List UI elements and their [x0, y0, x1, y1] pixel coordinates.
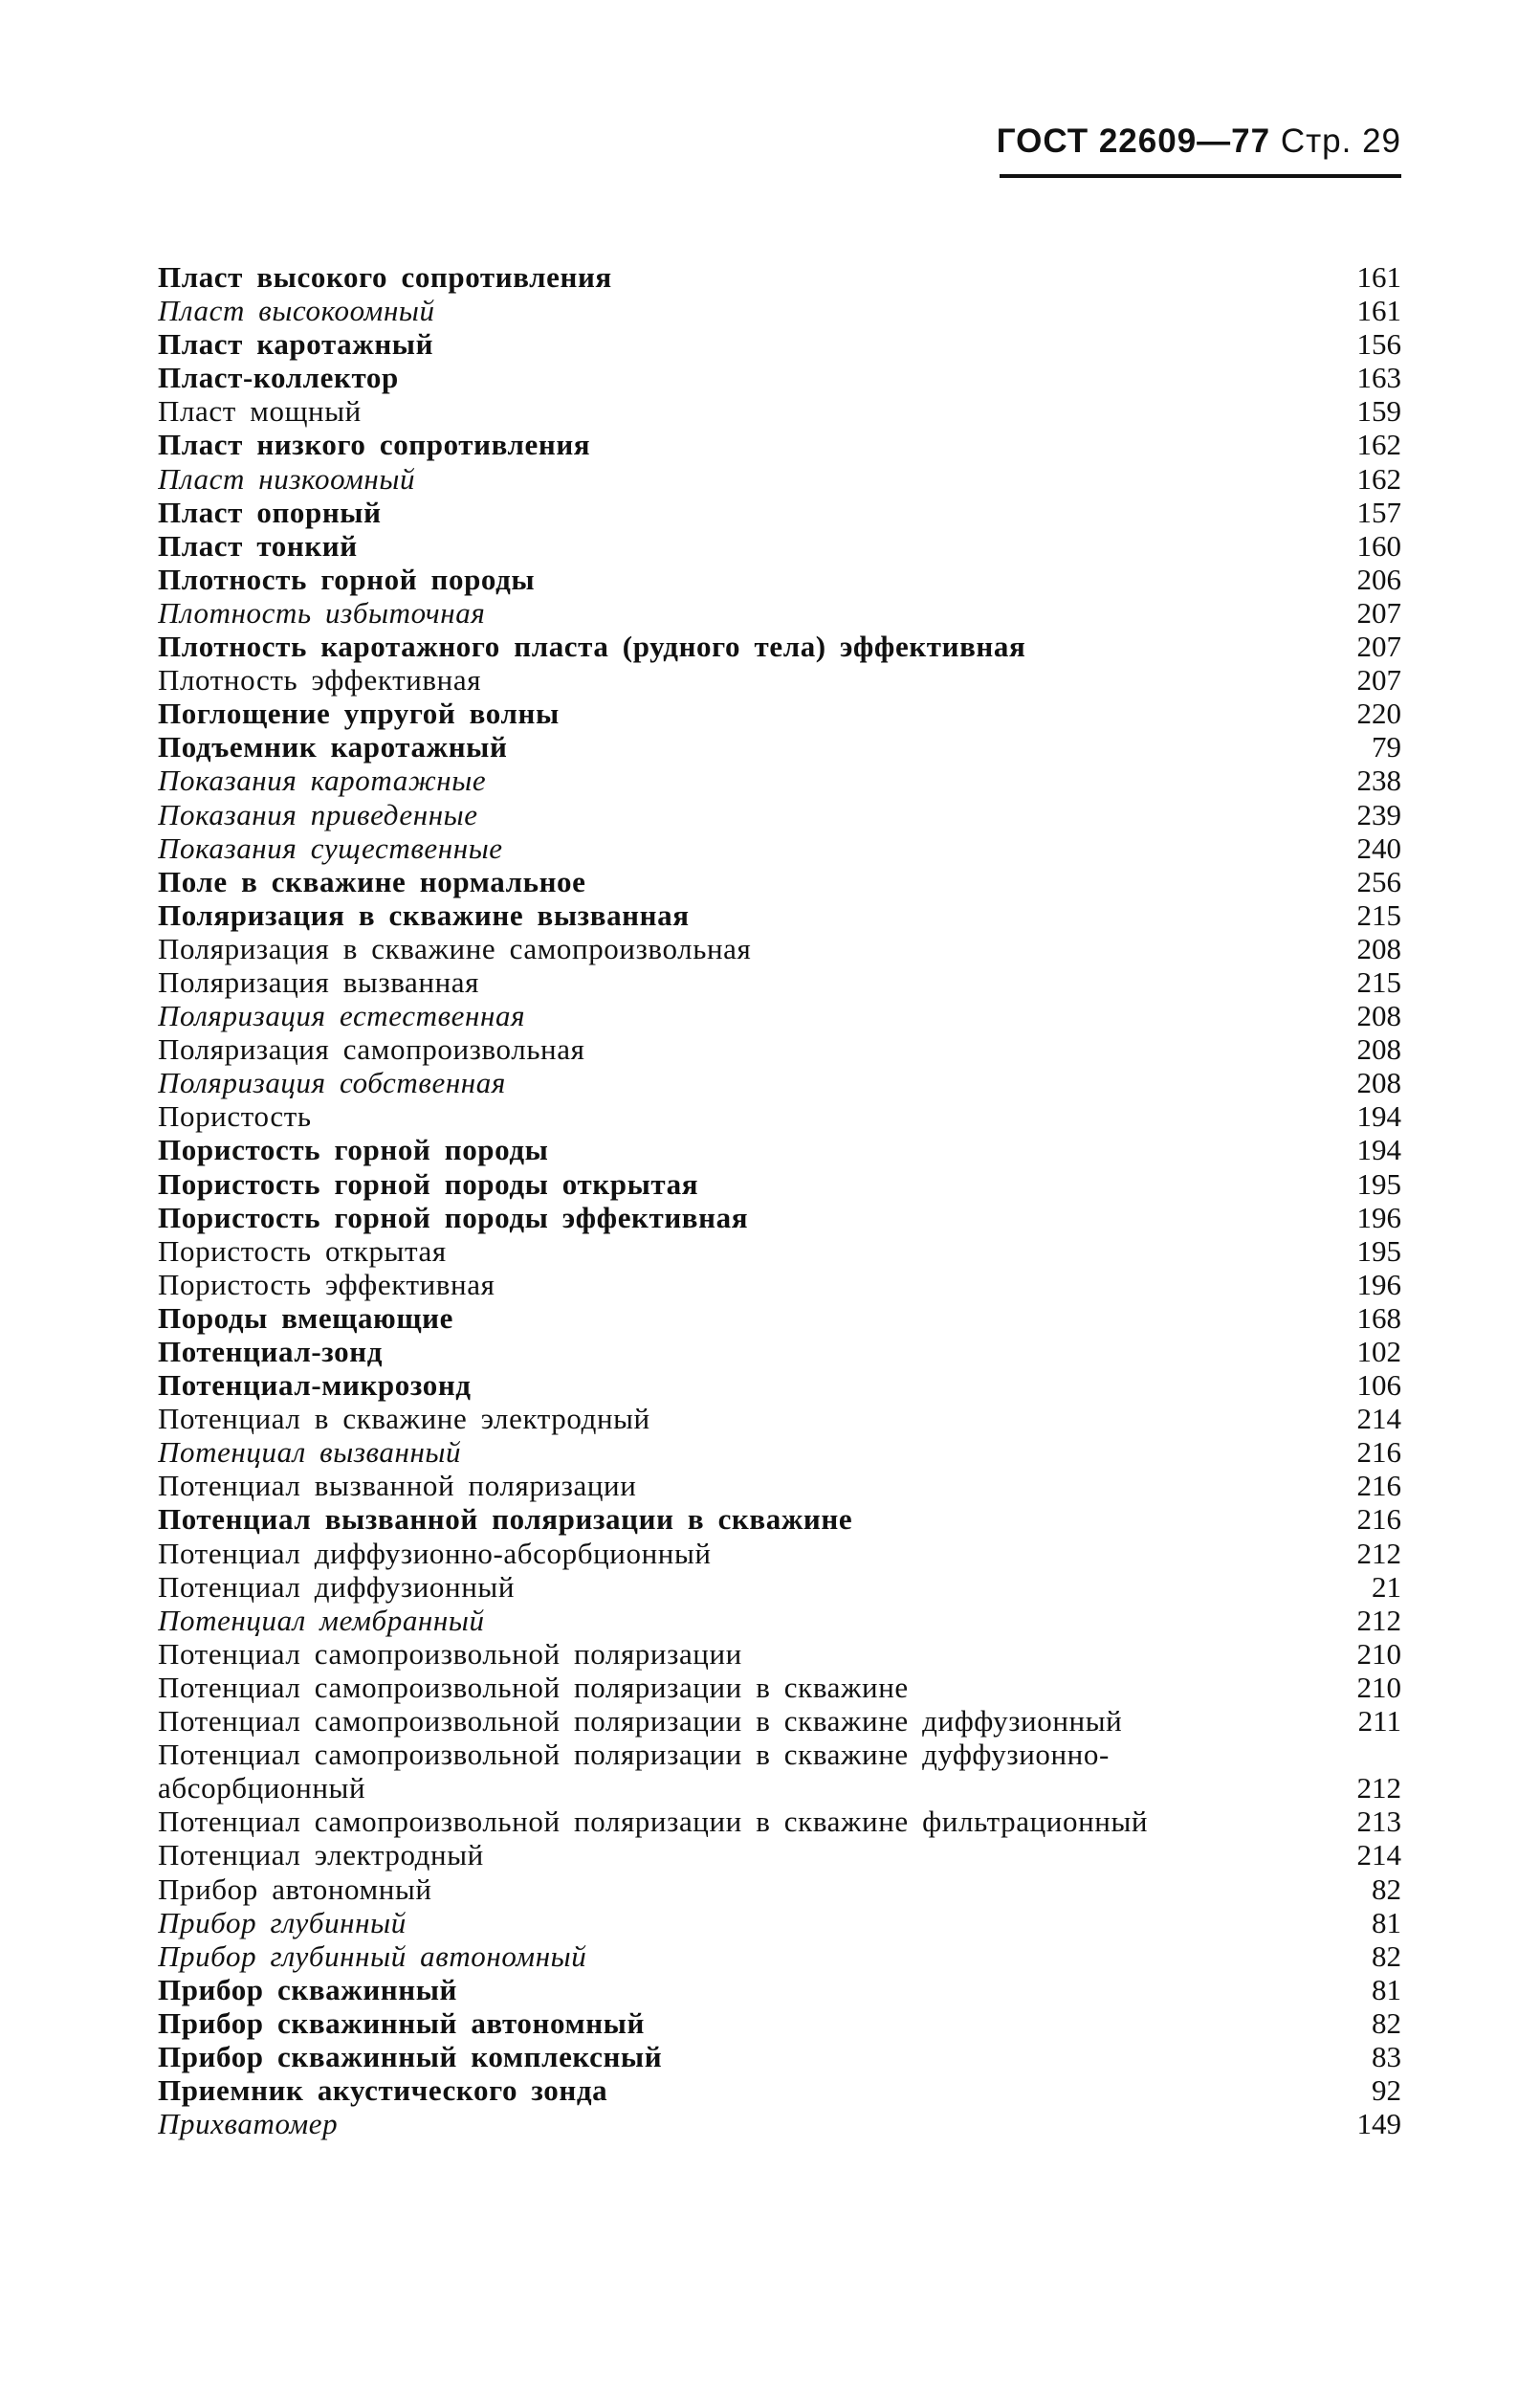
- entry-term: Потенциал самопроизвольной поляризации: [158, 1636, 742, 1671]
- entry-page-number: 82: [1372, 1872, 1401, 1906]
- index-entry: [158, 1032, 1401, 1066]
- index-entry: [158, 496, 1401, 529]
- entry-term: Показания каротажные: [158, 764, 487, 798]
- entry-term: Потенциал диффузионно-абсорбционный: [158, 1536, 712, 1570]
- entry-page-number: 208: [1356, 1066, 1401, 1100]
- index-entry: [158, 1234, 1401, 1268]
- entry-term: Пористость: [158, 1099, 312, 1134]
- index-entry: [158, 1268, 1401, 1301]
- index-entry: [158, 462, 1401, 496]
- index-entry: [158, 1167, 1401, 1201]
- entry-page-number: 214: [1356, 1402, 1401, 1436]
- entry-page-number: 207: [1356, 595, 1401, 630]
- entry-term: Пласт каротажный: [158, 327, 434, 362]
- index-entry: [158, 1133, 1401, 1166]
- entry-term: Пласт высокоомный: [158, 294, 435, 328]
- entry-term: Пласт мощный: [158, 394, 362, 429]
- entry-page-number: 163: [1356, 361, 1401, 395]
- entry-term: Пласт-коллектор: [158, 361, 399, 395]
- entry-page-number: 208: [1356, 999, 1401, 1033]
- entry-term: Поляризация естественная: [158, 999, 526, 1033]
- entry-term: Подъемник каротажный: [158, 730, 508, 764]
- entry-page-number: 194: [1356, 1133, 1401, 1167]
- entry-page-number: 206: [1356, 562, 1401, 596]
- index-entry: [158, 1099, 1401, 1133]
- entry-term: Потенциал вызванной поляризации в скважине: [158, 1502, 853, 1537]
- entry-page-number: 207: [1356, 663, 1401, 698]
- entry-page-number: 195: [1356, 1233, 1401, 1268]
- entry-term: Пористость эффективная: [158, 1267, 495, 1301]
- entry-page-number: 210: [1356, 1670, 1401, 1704]
- entry-page-number: 211: [1357, 1704, 1401, 1739]
- term-index-list: [158, 260, 1401, 2140]
- index-entry: [158, 1738, 1401, 1771]
- entry-term: Прибор скважинный: [158, 1972, 457, 2006]
- entry-term: Прихватомер: [158, 2107, 339, 2141]
- entry-page-number: 159: [1356, 394, 1401, 429]
- entry-term: Потенциал мембранный: [158, 1603, 485, 1637]
- entry-term: Плотность каротажного пласта (рудного тела) эффективная: [158, 630, 1026, 664]
- entry-page-number: 161: [1356, 294, 1401, 328]
- index-entry: [158, 697, 1401, 730]
- entry-page-number: 212: [1356, 1603, 1401, 1637]
- entry-page-number: 160: [1356, 528, 1401, 563]
- entry-page-number: 256: [1356, 864, 1401, 898]
- entry-page-number: 212: [1356, 1536, 1401, 1570]
- entry-page-number: 161: [1356, 260, 1401, 294]
- entry-term: Пласт высокого сопротивления: [158, 260, 612, 294]
- standard-number: ГОСТ 22609—77: [996, 122, 1271, 160]
- index-entry: [158, 2073, 1401, 2107]
- entry-term: Прибор скважинный автономный: [158, 2005, 645, 2040]
- index-entry: [158, 999, 1401, 1032]
- index-entry: [158, 1973, 1401, 2006]
- entry-page-number: 213: [1356, 1805, 1401, 1839]
- entry-page-number: 215: [1356, 897, 1401, 932]
- entry-term: Поляризация собственная: [158, 1066, 506, 1100]
- entry-term: Плотность избыточная: [158, 595, 486, 630]
- index-entry: [158, 798, 1401, 831]
- index-entry: [158, 1435, 1401, 1469]
- index-entry: [158, 1469, 1401, 1502]
- entry-term: Показания существенные: [158, 831, 503, 865]
- index-entry: [158, 2006, 1401, 2040]
- index-entry: [158, 1906, 1401, 1939]
- entry-page-number: 195: [1356, 1166, 1401, 1201]
- entry-page-number: 215: [1356, 964, 1401, 999]
- entry-page-number: 81: [1372, 1905, 1401, 1939]
- index-entry: [158, 1704, 1401, 1738]
- index-entry: [158, 1201, 1401, 1234]
- entry-term: Потенциал вызванный: [158, 1435, 462, 1470]
- entry-page-number: 79: [1372, 730, 1401, 764]
- index-entry: [158, 663, 1401, 697]
- entry-term: Плотность эффективная: [158, 663, 482, 698]
- index-entry: [158, 1604, 1401, 1637]
- index-entry: [158, 1771, 1401, 1805]
- entry-page-number: 214: [1356, 1838, 1401, 1872]
- entry-term: Показания приведенные: [158, 797, 478, 831]
- index-entry: [158, 361, 1401, 394]
- entry-page-number: 216: [1356, 1502, 1401, 1537]
- entry-page-number: 162: [1356, 428, 1401, 462]
- entry-page-number: 216: [1356, 1469, 1401, 1503]
- entry-page-number: 212: [1356, 1771, 1401, 1805]
- entry-term: Поляризация самопроизвольная: [158, 1032, 585, 1067]
- entry-page-number: 240: [1356, 831, 1401, 865]
- index-entry: [158, 764, 1401, 797]
- entry-term: Пористость горной породы открытая: [158, 1166, 699, 1201]
- index-entry: [158, 1838, 1401, 1872]
- entry-term: Поляризация в скважине вызванная: [158, 897, 690, 932]
- entry-term: Потенциал диффузионный: [158, 1569, 516, 1604]
- entry-page-number: 196: [1356, 1200, 1401, 1234]
- entry-page-number: 157: [1356, 495, 1401, 529]
- entry-term: Потенциал самопроизвольной поляризации в скважине фильтрационный: [158, 1805, 1149, 1839]
- entry-term: Потенциал самопроизвольной поляризации в скважине дуффузионно-: [158, 1738, 1110, 1772]
- index-entry: [158, 1805, 1401, 1838]
- page-header: [997, 122, 1401, 178]
- entry-term: Прибор скважинный комплексный: [158, 2039, 663, 2073]
- entry-term: Потенциал в скважине электродный: [158, 1402, 650, 1436]
- page-label: Стр. 29: [1280, 122, 1401, 160]
- entry-term: Пласт опорный: [158, 495, 382, 529]
- entry-page-number: 168: [1356, 1300, 1401, 1335]
- index-entry: [158, 294, 1401, 327]
- entry-term: Потенциал самопроизвольной поляризации в скважине диффузионный: [158, 1704, 1123, 1739]
- entry-term: Пористость горной породы эффективная: [158, 1200, 749, 1234]
- index-entry: [158, 2107, 1401, 2140]
- entry-page-number: 216: [1356, 1435, 1401, 1470]
- index-entry: [158, 1537, 1401, 1570]
- entry-term: Пористость горной породы: [158, 1133, 549, 1167]
- entry-page-number: 239: [1356, 797, 1401, 831]
- index-entry: [158, 831, 1401, 865]
- entry-page-number: 210: [1356, 1636, 1401, 1671]
- entry-term: абсорбционный: [158, 1771, 366, 1805]
- entry-page-number: 81: [1372, 1972, 1401, 2006]
- index-entry: [158, 1939, 1401, 1973]
- entry-page-number: 162: [1356, 461, 1401, 496]
- index-entry: [158, 428, 1401, 461]
- entry-page-number: 238: [1356, 764, 1401, 798]
- entry-page-number: 82: [1372, 1938, 1401, 1973]
- entry-term: Потенциал электродный: [158, 1838, 484, 1872]
- entry-page-number: 156: [1356, 327, 1401, 362]
- entry-term: Приемник акустического зонда: [158, 2073, 608, 2108]
- entry-term: Поляризация в скважине самопроизвольная: [158, 931, 752, 965]
- entry-term: Пласт тонкий: [158, 528, 358, 563]
- entry-term: Потенциал-зонд: [158, 1335, 383, 1368]
- index-entry: [158, 965, 1401, 999]
- entry-page-number: 207: [1356, 630, 1401, 664]
- entry-term: Прибор глубинный автономный: [158, 1938, 587, 1973]
- index-entry: [158, 1671, 1401, 1704]
- entry-term: Пласт низкоомный: [158, 461, 416, 496]
- index-entry: [158, 1301, 1401, 1335]
- entry-page-number: 102: [1356, 1335, 1401, 1368]
- index-entry: [158, 1402, 1401, 1435]
- index-entry: [158, 1066, 1401, 1099]
- entry-page-number: 82: [1372, 2005, 1401, 2040]
- header-line: [997, 122, 1401, 161]
- index-entry: [158, 1368, 1401, 1402]
- index-entry: [158, 394, 1401, 428]
- index-entry: [158, 2040, 1401, 2073]
- entry-page-number: 196: [1356, 1267, 1401, 1301]
- index-entry: [158, 1570, 1401, 1604]
- index-entry: [158, 327, 1401, 361]
- index-entry: [158, 865, 1401, 898]
- entry-term: Поляризация вызванная: [158, 964, 479, 999]
- entry-page-number: 208: [1356, 931, 1401, 965]
- entry-term: Потенциал-микрозонд: [158, 1368, 472, 1403]
- index-entry: [158, 1335, 1401, 1368]
- header-rule: [1000, 174, 1401, 178]
- entry-page-number: 92: [1372, 2073, 1401, 2108]
- entry-page-number: 21: [1372, 1569, 1401, 1604]
- index-entry: [158, 1502, 1401, 1536]
- index-entry: [158, 563, 1401, 596]
- index-entry: [158, 630, 1401, 663]
- index-entry: [158, 932, 1401, 965]
- entry-term: Прибор автономный: [158, 1872, 432, 1906]
- entry-term: Потенциал вызванной поляризации: [158, 1469, 637, 1503]
- entry-term: Плотность горной породы: [158, 562, 536, 596]
- index-entry: [158, 596, 1401, 630]
- index-entry: [158, 529, 1401, 563]
- index-entry: [158, 1637, 1401, 1671]
- entry-page-number: 208: [1356, 1032, 1401, 1067]
- entry-page-number: 149: [1356, 2107, 1401, 2141]
- index-entry: [158, 730, 1401, 764]
- entry-term: Пласт низкого сопротивления: [158, 428, 591, 462]
- entry-term: Прибор глубинный: [158, 1905, 407, 1939]
- entry-term: Поле в скважине нормальное: [158, 864, 586, 898]
- index-entry: [158, 898, 1401, 932]
- entry-term: Породы вмещающие: [158, 1300, 453, 1335]
- entry-page-number: 194: [1356, 1099, 1401, 1134]
- entry-term: Поглощение упругой волны: [158, 697, 560, 731]
- entry-page-number: 220: [1356, 697, 1401, 731]
- entry-page-number: 106: [1356, 1368, 1401, 1403]
- index-entry: [158, 260, 1401, 294]
- entry-page-number: 83: [1372, 2039, 1401, 2073]
- entry-term: Потенциал самопроизвольной поляризации в скважине: [158, 1670, 909, 1704]
- entry-term: Пористость открытая: [158, 1233, 447, 1268]
- index-entry: [158, 1872, 1401, 1906]
